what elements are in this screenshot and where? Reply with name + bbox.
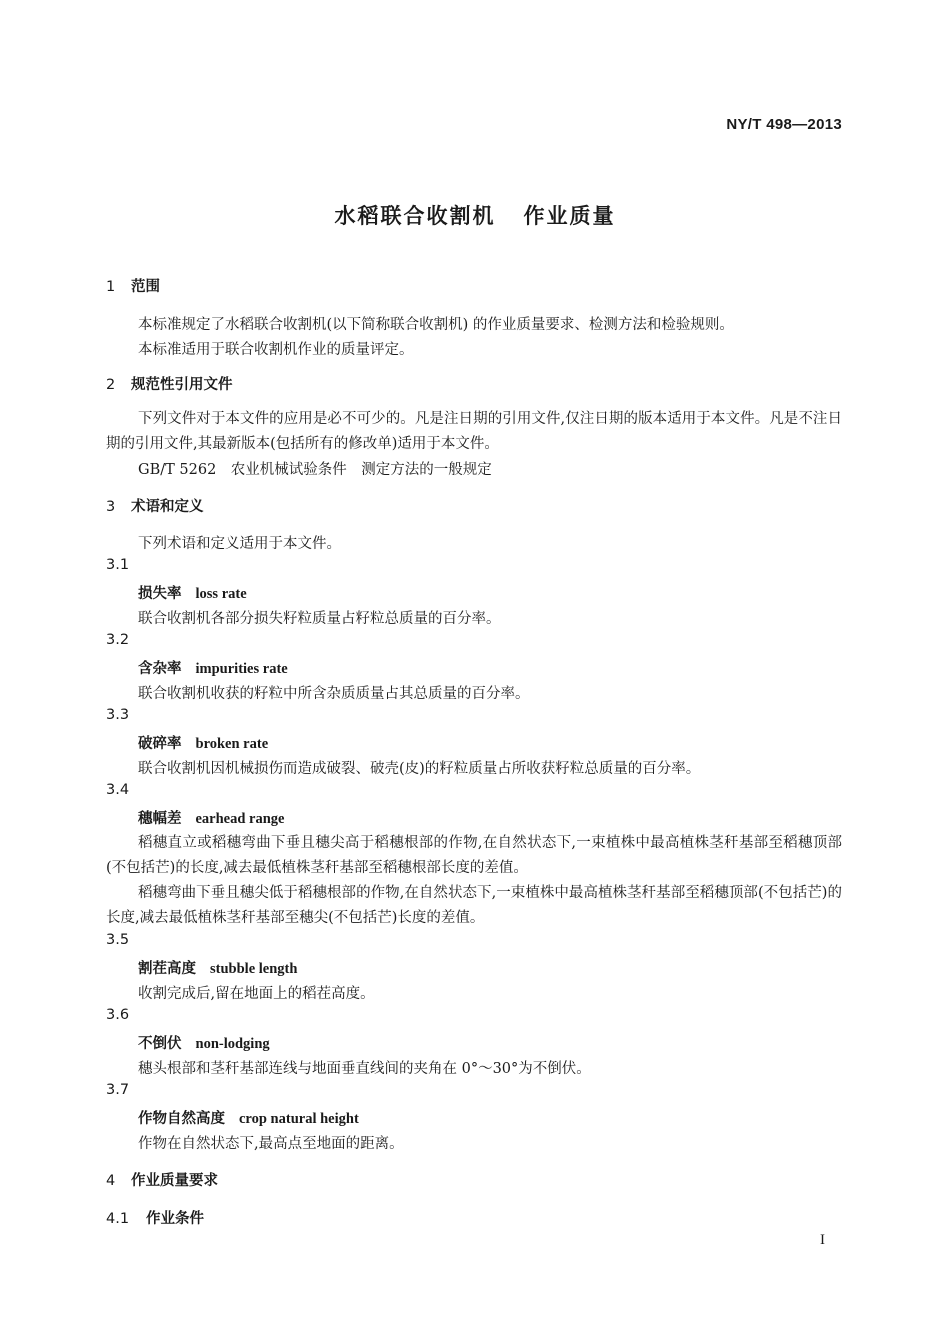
term-3-5	[138, 957, 297, 978]
term-3-4-definition-1: 稻穗直立或稻穗弯曲下垂且穗尖高于稻穗根部的作物,在自然状态下,一束植株中最高植株茎秆基部至稻穗顶部(不包括芒)的长度,减去最低植株茎秆基部至稻穗根部长度的差值。	[106, 835, 842, 876]
section-number: 4	[106, 1173, 116, 1189]
section-title: 范围	[131, 279, 160, 295]
section-4-heading	[106, 1169, 218, 1190]
section-1-paragraph-2: 本标准适用于联合收割机作业的质量评定。	[138, 342, 414, 358]
term-number: 3.6	[106, 1007, 130, 1023]
page-number: I	[820, 1232, 825, 1248]
term-3-1-definition: 联合收割机各部分损失籽粒质量占籽粒总质量的百分率。	[138, 611, 501, 627]
term-en: earhead range	[195, 811, 285, 827]
section-4-1-heading	[106, 1207, 204, 1228]
term-number: 3.2	[106, 632, 130, 648]
section-number: 3	[106, 499, 116, 515]
section-title: 作业条件	[146, 1211, 204, 1227]
term-zh: 不倒伏	[138, 1036, 182, 1052]
term-3-7	[138, 1107, 359, 1128]
section-2-paragraph-1: 下列文件对于本文件的应用是必不可少的。凡是注日期的引用文件,仅注日期的版本适用于本文件。凡是不注日期的引用文件,其最新版本(包括所有的修改单)适用于本文件。	[106, 411, 842, 452]
section-title: 作业质量要求	[131, 1173, 218, 1189]
term-en: impurities rate	[195, 661, 288, 677]
section-1-heading	[106, 275, 160, 296]
term-zh: 割茬高度	[138, 961, 196, 977]
section-number: 1	[106, 279, 116, 295]
term-3-3-definition: 联合收割机因机械损伤而造成破裂、破壳(皮)的籽粒质量占所收获籽粒总质量的百分率。	[138, 761, 701, 777]
term-en: loss rate	[195, 586, 247, 602]
title-part-1: 水稻联合收割机	[334, 204, 496, 228]
term-en: crop natural height	[239, 1111, 359, 1127]
section-number: 4.1	[106, 1211, 130, 1227]
title-part-2: 作业质量	[523, 204, 616, 228]
term-zh: 破碎率	[138, 736, 182, 752]
term-3-1	[138, 582, 247, 603]
term-zh: 穗幅差	[138, 811, 182, 827]
section-3-paragraph-1: 下列术语和定义适用于本文件。	[138, 536, 341, 552]
section-3-heading	[106, 495, 204, 516]
term-zh: 损失率	[138, 586, 182, 602]
term-3-6-definition: 穗头根部和茎秆基部连线与地面垂直线间的夹角在 0°～30°为不倒伏。	[138, 1061, 591, 1077]
term-3-2-definition: 联合收割机收获的籽粒中所含杂质质量占其总质量的百分率。	[138, 686, 530, 702]
term-3-2	[138, 657, 288, 678]
section-2-heading	[106, 373, 233, 394]
section-number: 2	[106, 377, 116, 393]
term-3-6	[138, 1032, 270, 1053]
section-1-paragraph-1: 本标准规定了水稻联合收割机(以下简称联合收割机) 的作业质量要求、检测方法和检验规则。	[138, 317, 734, 333]
standard-code: NY/T 498—2013	[726, 116, 842, 133]
term-3-4	[138, 807, 285, 828]
document-title	[0, 200, 950, 230]
term-number: 3.1	[106, 557, 130, 573]
term-3-7-definition: 作物在自然状态下,最高点至地面的距离。	[138, 1136, 404, 1152]
term-en: stubble length	[210, 961, 298, 977]
term-3-5-definition: 收割完成后,留在地面上的稻茬高度。	[138, 986, 375, 1002]
term-zh: 作物自然高度	[138, 1111, 225, 1127]
term-en: broken rate	[195, 736, 269, 752]
term-number: 3.3	[106, 707, 130, 723]
section-title: 术语和定义	[131, 499, 204, 515]
term-number: 3.5	[106, 932, 130, 948]
term-3-4-definition-2: 稻穗弯曲下垂且穗尖低于稻穗根部的作物,在自然状态下,一束植株中最高植株茎秆基部至稻穗顶部(不包括芒)的长度,减去最低植株茎秆基部至穗尖(不包括芒)长度的差值。	[106, 885, 842, 926]
term-number: 3.4	[106, 782, 130, 798]
normative-reference: GB/T 5262 农业机械试验条件 测定方法的一般规定	[138, 462, 492, 478]
section-title: 规范性引用文件	[131, 377, 233, 393]
term-zh: 含杂率	[138, 661, 182, 677]
term-number: 3.7	[106, 1082, 130, 1098]
term-3-3	[138, 732, 268, 753]
term-en: non-lodging	[195, 1036, 270, 1052]
